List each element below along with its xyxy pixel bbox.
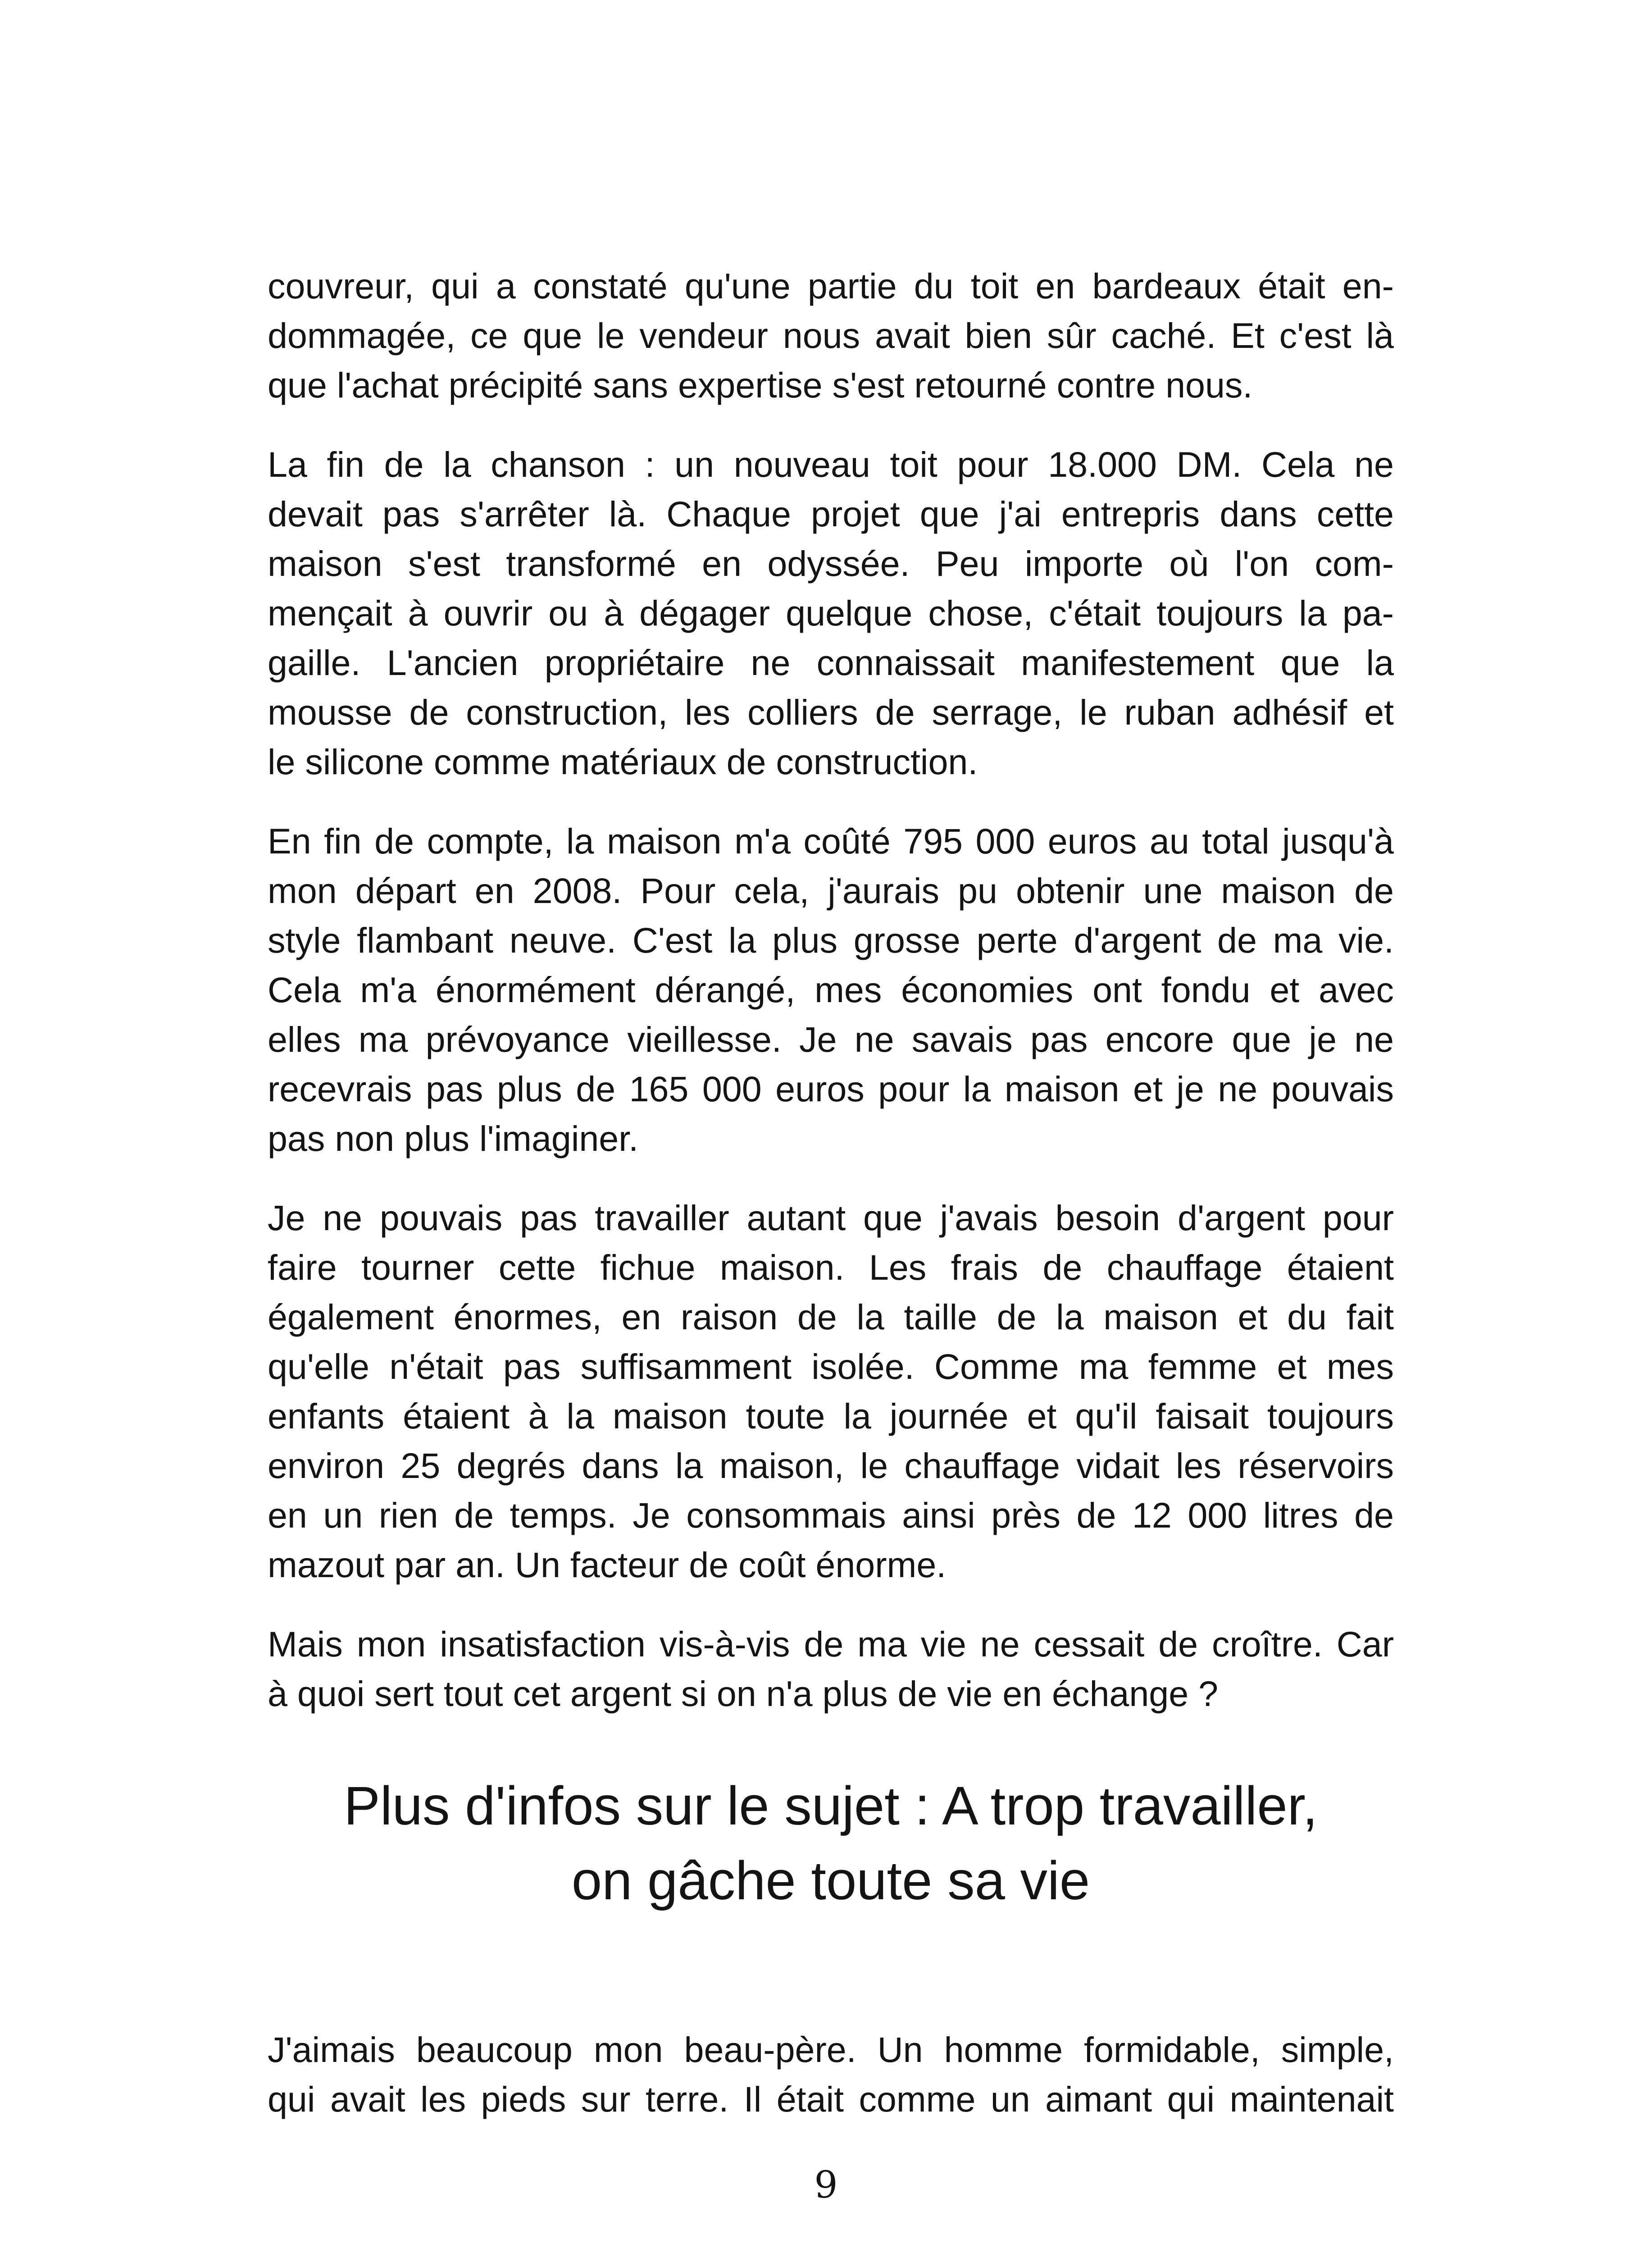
text-line: faire tourner cette fichue maison. Les frais de chauffage étaient: [268, 1247, 1394, 1287]
text-line: Je ne pouvais pas travailler autant que j'avais besoin d'argent pour: [268, 1198, 1394, 1238]
paragraph-3: [268, 816, 1394, 1163]
text-line: La fin de la chanson : un nouveau toit pour 18.000 DM. Cela ne: [268, 444, 1394, 484]
text-column: [268, 261, 1394, 2154]
text-line: à quoi sert tout cet argent si on n'a plus de vie en échange ?: [268, 1674, 1219, 1714]
text-line: recevrais pas plus de 165 000 euros pour la maison et je ne pouvais: [268, 1069, 1394, 1109]
heading-line: Plus d'infos sur le sujet : A trop travailler,: [344, 1775, 1318, 1836]
text-line: environ 25 degrés dans la maison, le chauffage vidait les réservoirs: [268, 1446, 1394, 1486]
paragraph-4: [268, 1193, 1394, 1590]
text-line: également énormes, en raison de la taille de la maison et du fait: [268, 1297, 1394, 1337]
text-line: enfants étaient à la maison toute la journée et qu'il faisait toujours: [268, 1396, 1394, 1436]
text-line: Cela m'a énormément dérangé, mes économies ont fondu et avec: [268, 970, 1394, 1010]
text-line: mousse de construction, les colliers de serrage, le ruban adhésif et: [268, 692, 1394, 732]
text-line: pas non plus l'imaginer.: [268, 1118, 639, 1158]
text-line: en un rien de temps. Je consommais ainsi près de 12 000 litres de: [268, 1495, 1394, 1535]
text-line: mon départ en 2008. Pour cela, j'aurais pu obtenir une maison de: [268, 871, 1394, 911]
text-line: J'aimais beaucoup mon beau-père. Un homme formidable, simple,: [268, 2030, 1394, 2070]
paragraph-1: [268, 261, 1394, 410]
paragraph-5: [268, 1619, 1394, 1719]
text-line: qui avait les pieds sur terre. Il était comme un aimant qui maintenait: [268, 2079, 1394, 2119]
text-line: le silicone comme matériaux de construction.: [268, 742, 978, 782]
text-line: En fin de compte, la maison m'a coûté 795 000 euros au total jusqu'à: [268, 821, 1394, 861]
heading-line: on gâche toute sa vie: [571, 1850, 1090, 1911]
text-line: qu'elle n'était pas suffisamment isolée. Comme ma femme et mes: [268, 1346, 1394, 1386]
text-line: couvreur, qui a constaté qu'une partie du toit en bardeaux était en-: [268, 266, 1394, 306]
text-line: que l'achat précipité sans expertise s'est retourné contre nous.: [268, 365, 1253, 405]
section-heading: [268, 1768, 1394, 1918]
paragraph-6: [268, 2025, 1394, 2124]
text-line: elles ma prévoyance vieillesse. Je ne savais pas encore que je ne: [268, 1019, 1394, 1059]
text-line: maison s'est transformé en odyssée. Peu importe où l'on com-: [268, 543, 1394, 584]
page-number: 9: [814, 2164, 838, 2207]
text-line: mazout par an. Un facteur de coût énorme.: [268, 1545, 947, 1585]
text-line: Mais mon insatisfaction vis-à-vis de ma vie ne cessait de croître. Car: [268, 1624, 1394, 1664]
text-line: dommagée, ce que le vendeur nous avait bien sûr caché. Et c'est là: [268, 315, 1394, 356]
text-line: style flambant neuve. C'est la plus grosse perte d'argent de ma vie.: [268, 920, 1394, 960]
text-line: mençait à ouvrir ou à dégager quelque chose, c'était toujours la pa-: [268, 593, 1394, 633]
text-line: gaille. L'ancien propriétaire ne connaissait manifestement que la: [268, 643, 1394, 683]
text-line: devait pas s'arrêter là. Chaque projet que j'ai entrepris dans cette: [268, 494, 1394, 534]
paragraph-2: [268, 440, 1394, 787]
